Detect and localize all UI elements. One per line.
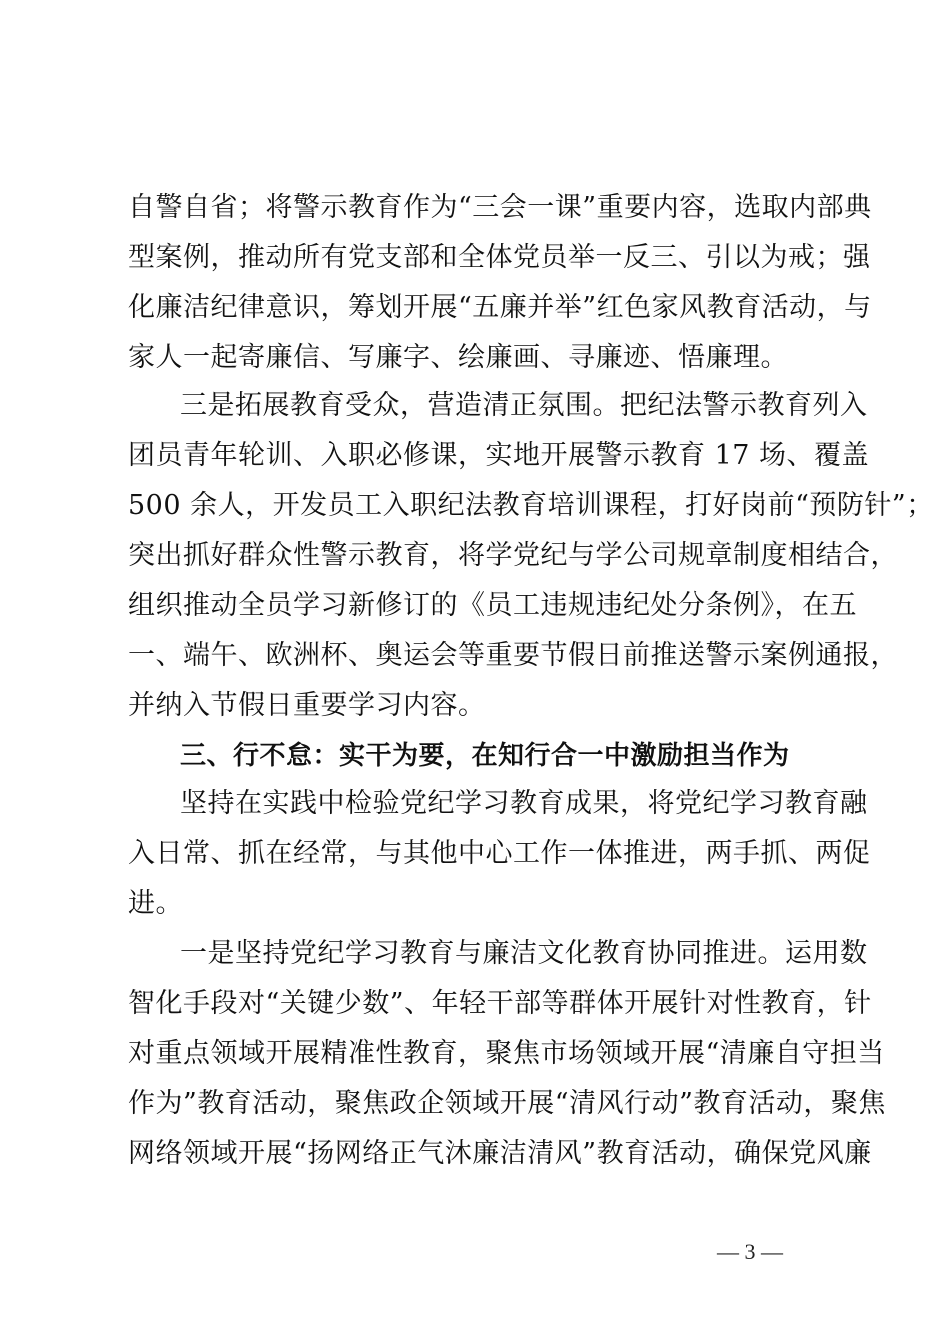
paragraph-line: 进。 [128, 888, 183, 919]
paragraph-line: 坚持在实践中检验党纪学习教育成果，将党纪学习教育融 [180, 788, 868, 819]
paragraph-line: 网络领域开展“扬网络正气沐廉洁清风”教育活动，确保党风廉 [128, 1138, 872, 1169]
paragraph-line: 一是坚持党纪学习教育与廉洁文化教育协同推进。运用数 [180, 938, 868, 969]
paragraph-line: 入日常、抓在经常，与其他中心工作一体推进，两手抓、两促 [128, 838, 871, 869]
paragraph-line: 作为”教育活动，聚焦政企领域开展“清风行动”教育活动，聚焦 [128, 1088, 886, 1119]
paragraph-line: 团员青年轮训、入职必修课，实地开展警示教育 17 场、覆盖 [128, 440, 870, 471]
section-heading: 三、行不怠：实干为要，在知行合一中激励担当作为 [180, 741, 790, 771]
page-number: — 3 — [717, 1239, 783, 1264]
paragraph-line: 500 余人，开发员工入职纪法教育培训课程，打好岗前“预防针”； [128, 490, 934, 521]
paragraph-line: 家人一起寄廉信、写廉字、绘廉画、寻廉迹、悟廉理。 [128, 342, 788, 373]
paragraph-line: 化廉洁纪律意识，筹划开展“五廉并举”红色家风教育活动，与 [128, 292, 872, 323]
paragraph-line: 对重点领域开展精准性教育，聚焦市场领域开展“清廉自守担当 [128, 1038, 885, 1069]
paragraph-line: 型案例，推动所有党支部和全体党员举一反三、引以为戒；强 [128, 242, 871, 273]
paragraph-line: 三是拓展教育受众，营造清正氛围。把纪法警示教育列入 [180, 390, 868, 421]
paragraph-line: 突出抓好群众性警示教育，将学党纪与学公司规章制度相结合， [128, 540, 898, 571]
paragraph-line: 自警自省；将警示教育作为“三会一课”重要内容，选取内部典 [128, 192, 872, 223]
paragraph-line: 组织推动全员学习新修订的《员工违规违纪处分条例》，在五 [128, 590, 857, 621]
paragraph-line: 一、端午、欧洲杯、奥运会等重要节假日前推送警示案例通报， [128, 640, 898, 671]
paragraph-line: 智化手段对“关键少数”、年轻干部等群体开展针对性教育，针 [128, 988, 872, 1019]
paragraph-line: 并纳入节假日重要学习内容。 [128, 690, 486, 721]
